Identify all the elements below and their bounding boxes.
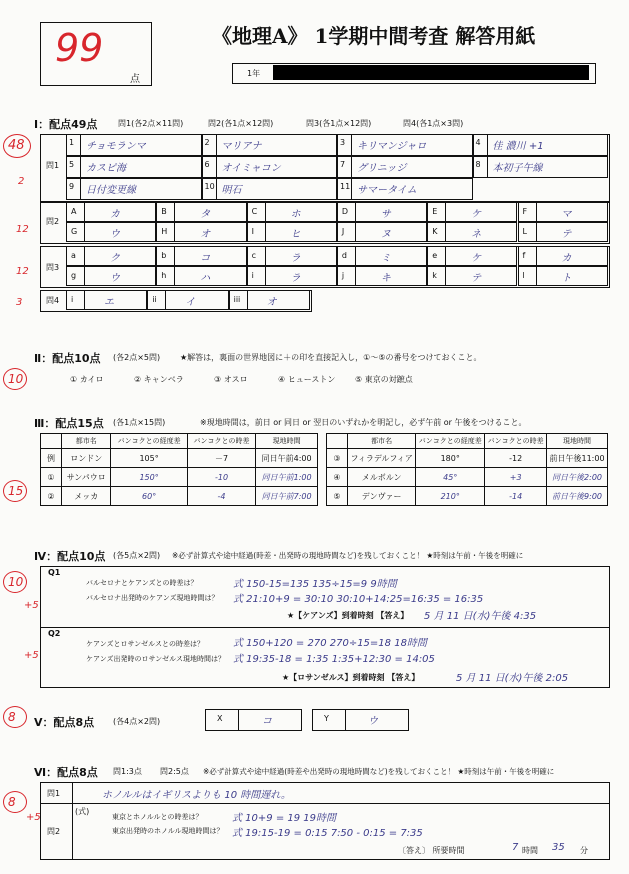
- sec5-score-circle: [3, 706, 27, 728]
- sec4-q1-a: バルセロナとケアンズとの時差は？: [86, 579, 198, 587]
- sec3-cell-city: ロンドン: [62, 449, 111, 468]
- q3-key: d: [341, 251, 347, 260]
- sec1-q1-num-divider: [351, 156, 352, 178]
- sec1-q1-num-divider: [351, 134, 352, 156]
- sec1-q1-answer: 明石: [221, 185, 242, 196]
- sec4-score-circle: [3, 571, 27, 593]
- sec1-q1-answer: 本初子午線: [492, 163, 543, 174]
- sec3-cell-lon: 60°: [111, 487, 187, 506]
- sec4-q1-label: Q1: [48, 568, 61, 577]
- sec4-q1-answer: 5 月 11 日(水)午後 4:35: [424, 611, 537, 622]
- q2-key-divider: [84, 202, 85, 222]
- sec1-q1-num: 8: [475, 160, 481, 169]
- q3-key-divider: [265, 246, 266, 266]
- sec3-cell-time: 同日午前4:00: [256, 449, 318, 468]
- sec3-row: [41, 449, 318, 468]
- sec3-cell-city: フィラデルフィア: [348, 449, 416, 468]
- sec1-q1-answer: 佳 濃川 +1: [492, 141, 544, 152]
- page-title: 《地理A》 1学期中間考査 解答用紙: [212, 24, 536, 48]
- sec6-q2-m-unit: 分: [580, 846, 588, 855]
- sec3-cell-mark: ④: [327, 468, 348, 487]
- sec1-q1-alloc: 問1(各2点×11問): [118, 119, 184, 128]
- q3-answer: ト: [561, 273, 572, 284]
- sec6-note: ※必ず計算式や途中経過(時差や出発時の現地時間など)を残しておくこと！ ★時刻は午前・午後を明確に: [203, 767, 555, 776]
- sec3-header-cell: バンコクとの時差: [187, 434, 255, 449]
- q2-key-divider: [445, 202, 446, 222]
- sec1-q4-key: i: [71, 295, 74, 304]
- sec3-cell-mark: ⑤: [327, 487, 348, 506]
- q3-key-divider: [174, 266, 175, 286]
- sec1-q4-key-divider: [165, 290, 166, 310]
- q3-key: h: [161, 271, 167, 280]
- sec3-cell-time: 同日午前7:00: [256, 487, 318, 506]
- sec4-q2-answer: 5 月 11 日(水)午後 2:05: [456, 673, 569, 684]
- sec1-q1-answer: 日付変更線: [86, 185, 136, 196]
- q2-key: G: [71, 227, 78, 236]
- sec2-heading: Ⅱ：配点10点: [34, 352, 101, 365]
- sec1-q1-num-divider: [487, 134, 488, 156]
- sec1-q1-answer: グリニッジ: [357, 163, 407, 174]
- sec5-alloc: (各4点×2問): [113, 717, 161, 726]
- sec3-row: [327, 449, 608, 468]
- sec1-q1-answer: キリマンジャロ: [357, 141, 427, 152]
- sec6-q2-answer-label: 〔答え〕 所要時間: [398, 846, 465, 855]
- sec6-q2-answer-h: 7: [512, 842, 519, 853]
- sec1-q4-key-divider: [247, 290, 248, 310]
- q3-key-divider: [536, 246, 537, 266]
- sec3-cell-diff: -10: [187, 468, 255, 487]
- sec4-alloc: (各5点×2問): [113, 551, 161, 560]
- q2-key: E: [432, 207, 438, 216]
- sec3-score-circle: [3, 480, 27, 502]
- sec6-score-circle: [3, 791, 27, 813]
- sec3-cell-diff: -4: [187, 487, 255, 506]
- q2-answer: テ: [561, 229, 572, 240]
- q3-key-divider: [84, 246, 85, 266]
- sec1-q4-answer: オ: [266, 297, 277, 308]
- sec3-header-blank: [41, 434, 62, 449]
- q2-key: A: [71, 207, 77, 216]
- q2-key: B: [161, 207, 167, 216]
- sec3-cell-diff: -14: [485, 487, 547, 506]
- sec4-q2-a: ケアンズとロサンゼルスとの時差は？: [86, 640, 204, 648]
- q3-key-divider: [355, 246, 356, 266]
- score-unit: 点: [130, 74, 140, 85]
- sec1-q1-num: 11: [340, 182, 351, 191]
- sec3-cell-lon: 150°: [111, 468, 187, 487]
- q3-key: j: [341, 271, 345, 280]
- sec1-q4-key: iii: [233, 295, 241, 304]
- sec3-cell-city: メルボルン: [348, 468, 416, 487]
- sec2-item-2: ② キャンベラ: [134, 375, 184, 384]
- q2-answer: サ: [380, 209, 391, 220]
- q3-key: l: [522, 271, 525, 280]
- q3-answer: ハ: [200, 273, 211, 284]
- sec6-q1-label: 問1: [47, 789, 61, 798]
- sec4-note: ※必ず計算式や途中経過(時差・出発時の現地時間など)を残しておくこと！ ★時刻は午前・午後を明確に: [172, 551, 524, 560]
- sec4-margin-score: 10: [8, 575, 24, 589]
- q2-answer: マ: [561, 209, 572, 220]
- sec6-heading: Ⅵ：配点8点: [34, 766, 98, 779]
- sec4-q1-b: バルセロナ出発時のケアンズ現地時間は？: [86, 594, 219, 602]
- sec3-right-table: [326, 433, 608, 506]
- sec1-mark-q3: 12: [16, 266, 29, 277]
- sec6-q2-work1: 式 10+9 = 19 19時間: [232, 813, 337, 824]
- sec1-q4-label: 問4: [46, 296, 60, 305]
- sec6-mark-q2: +5: [26, 812, 41, 823]
- sec1-mark-q4: 3: [16, 297, 23, 308]
- sec6-q2-a: 東京とホノルルとの時差は？: [112, 813, 203, 821]
- sec3-row: [41, 468, 318, 487]
- q3-key-divider: [265, 266, 266, 286]
- q3-key-divider: [536, 266, 537, 286]
- q2-answer: カ: [110, 209, 120, 220]
- sec4-mark-q2: +5: [24, 650, 39, 661]
- sec1-q1-answer: カスピ海: [86, 163, 126, 174]
- sec1-q4-answer: エ: [104, 297, 114, 308]
- sec5-y-label: Y: [324, 714, 329, 723]
- q3-key: b: [161, 251, 167, 260]
- q2-key-divider: [445, 222, 446, 242]
- sec4-q1-answer-label: ★【ケアンズ】到着時刻 【答え】: [287, 611, 409, 620]
- sec3-cell-time: 前日午後9:00: [547, 487, 608, 506]
- sec3-header-cell: 現地時間: [547, 434, 608, 449]
- sec6-divider: [40, 803, 610, 804]
- sec4-mark-q1: +5: [24, 600, 39, 611]
- sec6-margin-score: 8: [8, 795, 16, 809]
- sec3-cell-lon: 45°: [416, 468, 485, 487]
- sec4-q2-work2: 式 19:35-18 = 1:35 1:35+12:30 = 14:05: [233, 654, 435, 665]
- sec3-cell-city: メッカ: [62, 487, 111, 506]
- sec2-item-5: ⑤ 東京の対蹠点: [355, 375, 413, 384]
- sec3-header-row: [41, 434, 318, 449]
- sec4-q1-work1: 式 150-15=135 135÷15=9 9時間: [233, 579, 397, 590]
- q3-key: f: [522, 251, 526, 260]
- sec1-q1-num: 10: [204, 182, 215, 191]
- sec3-heading: Ⅲ：配点15点: [34, 417, 104, 430]
- sec3-cell-mark: ①: [41, 468, 62, 487]
- sec4-heading: Ⅳ：配点10点: [34, 550, 106, 563]
- q2-key-divider: [265, 222, 266, 242]
- sec6-q2-label: 問2: [47, 827, 61, 836]
- sec1-q1-answer: オイミャコン: [221, 163, 281, 174]
- q2-answer: ネ: [471, 229, 482, 240]
- sec3-left-table: [40, 433, 318, 506]
- sec3-cell-diff: -12: [485, 449, 547, 468]
- q3-answer: ウ: [110, 273, 120, 284]
- sec2-item-3: ③ オスロ: [214, 375, 248, 384]
- sec6-alloc1: 問1:3点: [113, 767, 142, 776]
- sec1-q1-num: 4: [475, 138, 481, 147]
- q3-key-divider: [445, 266, 446, 286]
- q3-key: a: [71, 251, 76, 260]
- q2-answer: ケ: [471, 209, 482, 220]
- q2-answer: ウ: [110, 229, 120, 240]
- q2-answer: オ: [200, 229, 211, 240]
- sec2-alloc: (各2点×5問): [113, 353, 161, 362]
- sec1-q2-alloc: 問2(各1点×12問): [208, 119, 274, 128]
- q3-answer: コ: [200, 253, 211, 264]
- q2-key: K: [432, 227, 438, 236]
- q3-key: k: [432, 271, 437, 280]
- sec1-q1-num-divider: [80, 134, 81, 156]
- q3-key-divider: [445, 246, 446, 266]
- sec1-q1-num-divider: [487, 156, 488, 178]
- sec4-q2-b: ケアンズ出発時のロサンゼルス現地時間は？: [86, 655, 225, 663]
- sec3-cell-lon: 105°: [111, 449, 187, 468]
- q3-key-divider: [84, 266, 85, 286]
- sec4-divider: [40, 627, 610, 628]
- sec1-q1-num: 1: [69, 138, 75, 147]
- class-label: 1年: [247, 69, 261, 78]
- sec1-mark-q1: 2: [18, 176, 25, 187]
- sec3-cell-mark: ③: [327, 449, 348, 468]
- sec3-cell-time: 同日午前1:00: [256, 468, 318, 487]
- q2-key: H: [161, 227, 168, 236]
- sec3-header-blank: [327, 434, 348, 449]
- q3-key: g: [71, 271, 77, 280]
- sec1-margin-score: 48: [8, 138, 25, 153]
- q2-key-divider: [536, 202, 537, 222]
- sec3-cell-mark: 例: [41, 449, 62, 468]
- sec3-alloc: (各1点×15問): [113, 418, 166, 427]
- sec6-q2-answer-m: 35: [552, 842, 565, 853]
- sec1-q1-answer: マリアナ: [221, 141, 262, 152]
- sec3-header-cell: バンコクとの時差: [485, 434, 547, 449]
- sec3-cell-city: デンヴァー: [348, 487, 416, 506]
- q2-key-divider: [174, 202, 175, 222]
- sec3-row: [327, 487, 608, 506]
- q3-answer: ラ: [290, 253, 301, 264]
- q2-key-divider: [265, 202, 266, 222]
- sec1-q1-num: 3: [340, 138, 346, 147]
- sec1-q3-alloc: 問3(各1点×12問): [306, 119, 372, 128]
- sec3-header-cell: 現地時間: [256, 434, 318, 449]
- sec6-q1-answer: ホノルルはイギリスよりも 10 時間遅れ。: [102, 790, 291, 801]
- q3-answer: テ: [471, 273, 482, 284]
- sec4-q2-label: Q2: [48, 629, 61, 638]
- q2-key-divider: [84, 222, 85, 242]
- sec3-row: [327, 468, 608, 487]
- sec2-score-circle: [3, 368, 27, 390]
- sec1-q1-answer: サマータイム: [357, 185, 417, 196]
- redacted-name: [273, 65, 589, 80]
- score-value: 99: [55, 26, 104, 70]
- q3-answer: キ: [380, 273, 391, 284]
- q2-answer: ヒ: [290, 229, 301, 240]
- q3-answer: ケ: [471, 253, 482, 264]
- sec1-q1-num-divider: [80, 156, 81, 178]
- q3-key-divider: [355, 266, 356, 286]
- sec1-q1-num: 2: [204, 138, 210, 147]
- sec2-item-4: ④ ヒューストン: [278, 375, 336, 384]
- q2-answer: ヌ: [380, 229, 391, 240]
- sec1-q1-num-divider: [80, 178, 81, 200]
- sec1-q1-num-divider: [351, 178, 352, 200]
- sec3-header-cell: バンコクとの経度差: [416, 434, 485, 449]
- q2-key-divider: [355, 202, 356, 222]
- sec6-alloc2: 問2:5点: [160, 767, 189, 776]
- sec2-item-1: ① カイロ: [70, 375, 104, 384]
- sec3-cell-lon: 210°: [416, 487, 485, 506]
- sec3-row: [41, 487, 318, 506]
- sec1-q1-answer: チョモランマ: [86, 141, 146, 152]
- sec3-header-cell: 都市名: [348, 434, 416, 449]
- sec3-cell-mark: ②: [41, 487, 62, 506]
- q2-key: J: [341, 227, 345, 236]
- q2-key-divider: [536, 222, 537, 242]
- sec1-q1-num: 7: [340, 160, 346, 169]
- sec4-q2-work1: 式 150+120 = 270 270÷15=18 18時間: [233, 638, 427, 649]
- sec6-q2-b: 東京出発時のホノルル現地時間は？: [112, 827, 224, 835]
- q2-key-divider: [355, 222, 356, 242]
- sec1-q1-num: 5: [69, 160, 75, 169]
- sec3-header-cell: バンコクとの経度差: [111, 434, 187, 449]
- q3-answer: ラ: [290, 273, 301, 284]
- sec1-q3-label: 問3: [46, 263, 60, 272]
- q2-key: C: [251, 207, 258, 216]
- sec3-header-row: [327, 434, 608, 449]
- sec1-q1-num: 9: [69, 182, 75, 191]
- q2-answer: タ: [200, 209, 211, 220]
- sec5-y-divider: [345, 709, 346, 731]
- sec6-q2-shiki: (式): [75, 807, 90, 816]
- sec2-note: ★解答は，裏面の世界地図に＋の印を直接記入し，①～⑤の番号をつけておくこと。: [180, 353, 482, 362]
- sec1-q4-answer: イ: [185, 297, 196, 308]
- q3-answer: カ: [561, 253, 572, 264]
- sec3-header-cell: 都市名: [62, 434, 111, 449]
- sec3-cell-lon: 180°: [416, 449, 485, 468]
- sec6-q2-h-unit: 時間: [522, 846, 538, 855]
- sec1-q4-alloc: 問4(各1点×3問): [403, 119, 464, 128]
- sec4-q1-work2: 式 21:10+9 = 30:10 30:10+14:25=16:35 = 16:35: [233, 594, 484, 605]
- sec5-x-divider: [238, 709, 239, 731]
- sec1-heading: Ⅰ：配点49点: [34, 118, 98, 131]
- sec1-q1-label: 問1: [46, 161, 60, 170]
- q2-key: I: [251, 227, 254, 236]
- sec4-q2-answer-label: ★【ロサンゼルス】到着時刻 【答え】: [282, 673, 420, 682]
- q3-key-divider: [174, 246, 175, 266]
- sec5-y-value: ウ: [368, 716, 378, 727]
- sec1-q1-num-divider: [216, 156, 217, 178]
- sec1-q1-num-divider: [216, 178, 217, 200]
- sec3-note: ※現地時間は，前日 or 同日 or 翌日のいずれかを明記し，必ず午前 or 午後をつけること。: [200, 418, 527, 427]
- q3-key: c: [251, 251, 256, 260]
- sec5-x-label: X: [217, 714, 223, 723]
- sec5-margin-score: 8: [8, 710, 16, 724]
- sec3-margin-score: 15: [8, 484, 24, 498]
- sec3-cell-time: 前日午後11:00: [547, 449, 608, 468]
- sec2-margin-score: 10: [8, 372, 24, 386]
- q3-answer: ク: [110, 253, 120, 264]
- q2-answer: ホ: [290, 209, 301, 220]
- q2-key: F: [522, 207, 528, 216]
- sec1-q4-key: ii: [152, 295, 157, 304]
- sec3-cell-diff: +3: [485, 468, 547, 487]
- q3-key: e: [432, 251, 438, 260]
- sec1-score-circle: [3, 134, 31, 158]
- sec3-cell-diff: －7: [187, 449, 255, 468]
- sec6-q2-work2: 式 19:15-19 = 0:15 7:50 - 0:15 = 7:35: [232, 828, 423, 839]
- sec1-mark-q2: 12: [16, 224, 29, 235]
- q2-key-divider: [174, 222, 175, 242]
- q3-key: i: [251, 271, 254, 280]
- sec6-label-col: [72, 782, 73, 860]
- q2-key: D: [341, 207, 349, 216]
- sec1-q1-num-divider: [216, 134, 217, 156]
- q3-answer: ミ: [380, 253, 391, 264]
- sec1-q1-num: 6: [204, 160, 210, 169]
- sec3-cell-time: 同日午後2:00: [547, 468, 608, 487]
- sec1-q2-label: 問2: [46, 217, 60, 226]
- sec3-cell-city: サンパウロ: [62, 468, 111, 487]
- sec5-heading: Ⅴ：配点8点: [34, 716, 95, 729]
- sec1-q4-key-divider: [84, 290, 85, 310]
- q2-key: L: [522, 227, 527, 236]
- sec5-x-value: コ: [262, 716, 272, 727]
